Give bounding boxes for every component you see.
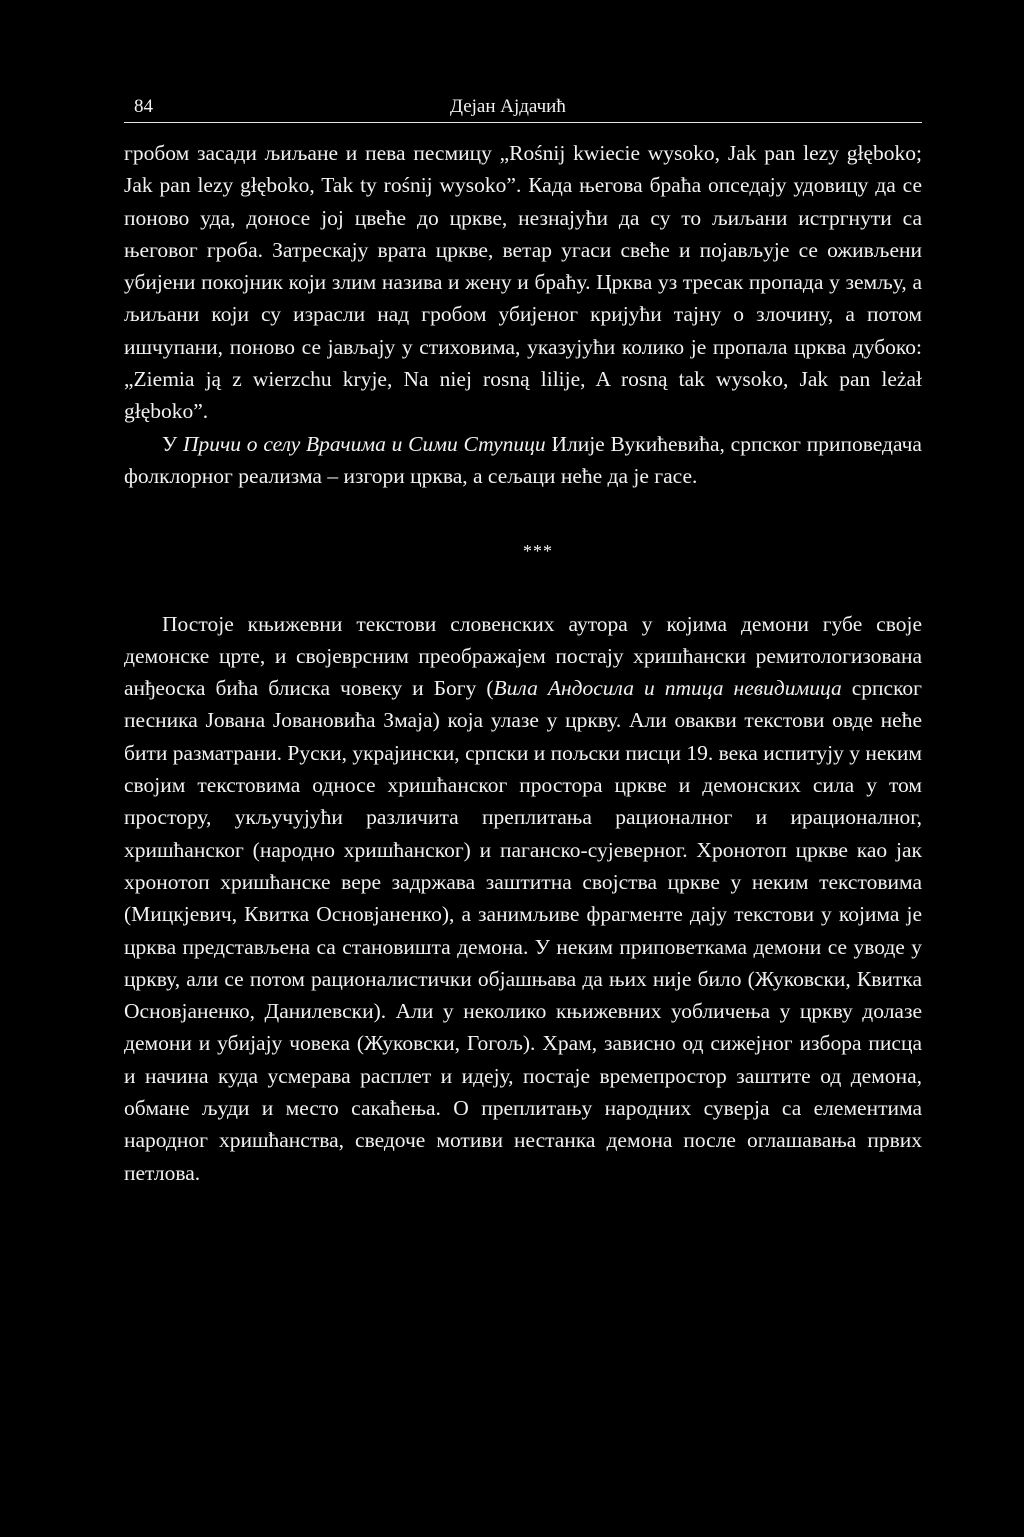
- paragraph-lilies: гробом засади љиљане и пева песмицу „Rośnij kwiecie wysoko, Jak pan lezy głęboko; Jak pan lezy głęboko, Tak ty rośnij wysoko”. Када његова браћа опседају удовицу да се поново уда, доносе јој цвеће до цркве, незнајући да су то љиљани истргнути са његовог гроба. Затрескају врата цркве, ветар угаси свеће и појављује се оживљени убијени покојник који злим назива и жену и браћу. Црква уз тресак пропада у земљу, а љиљани који су израсли над гробом убијеног кријући тајну о злочину, а потом ишчупани, поново се јављају у стиховима, указујући колико је пропала црква дубоко: „Ziemia ją z wierzchu kryje, Na niej rosną lilije, A rosną tak wysoko, Jak pan leżał głęboko”.: [124, 141, 922, 424]
- work-title: Вила Андосила и птица невидимица: [493, 676, 842, 701]
- work-title: Причи о селу Врачима и Сими Ступици: [183, 431, 546, 456]
- section-separator: ***: [523, 541, 553, 562]
- text-segment: Илије Вукићевића, српског приповедача фолклорног реализма – изгори црква, а сељаци неће да је гасе.: [124, 431, 922, 488]
- text-segment: У: [162, 431, 183, 456]
- paragraph-vukicevic: [124, 428, 922, 493]
- running-title: Дејан Ајдачић: [450, 96, 566, 117]
- text-segment: Постоје књижевни текстови словенских аутора у којима демони губе своје демонске црте, и својеврсним преображајем постају хришћански ремитологизована анђеоска бића блиска човеку и Богу (: [124, 611, 922, 701]
- book-page: [124, 92, 922, 1189]
- paragraph-demons: [124, 608, 922, 1189]
- running-head: [124, 92, 922, 123]
- body-text: [124, 137, 922, 1189]
- page-number: 84: [134, 96, 153, 117]
- text-segment: српског песника Јована Јовановића Змаја) која улазе у цркву. Али овакви текстови овде неће бити разматрани. Руски, украјински, српски и пољски писци 19. века испитују у неким својим текстовима односе хришћанског простора цркве и демонских сила у том простору, укључујући различита преплитања рационалног и ирационалног, хришћанског (народно хришћанског) и паганско-сујеверног. Хронотоп цркве као јак хронотоп хришћанске вере задржава заштитна својства цркве у неким текстовима (Мицкјевич, Квитка Основјаненко), а занимљиве фрагменте дају текстови у којима је црква представљена са становишта демона. У неким приповеткама демони се уводе у цркву, али се потом рационалистички објашњава да њих није било (Жуковски, Квитка Основјаненко, Данилевски). Али у неколико књижевних уобличења у цркву долазе демони и убијају човека (Жуковски, Гогољ). Храм, зависно од сижејног избора писца и начина куда усмерава расплет и идеју, постаје времепростор заштите од демона, обмане људи и место сакаћења. О преплитању народних суверја са елементима народног хришћанства, сведоче мотиви нестанка демона после оглашавања првих петлова.: [124, 676, 922, 1185]
